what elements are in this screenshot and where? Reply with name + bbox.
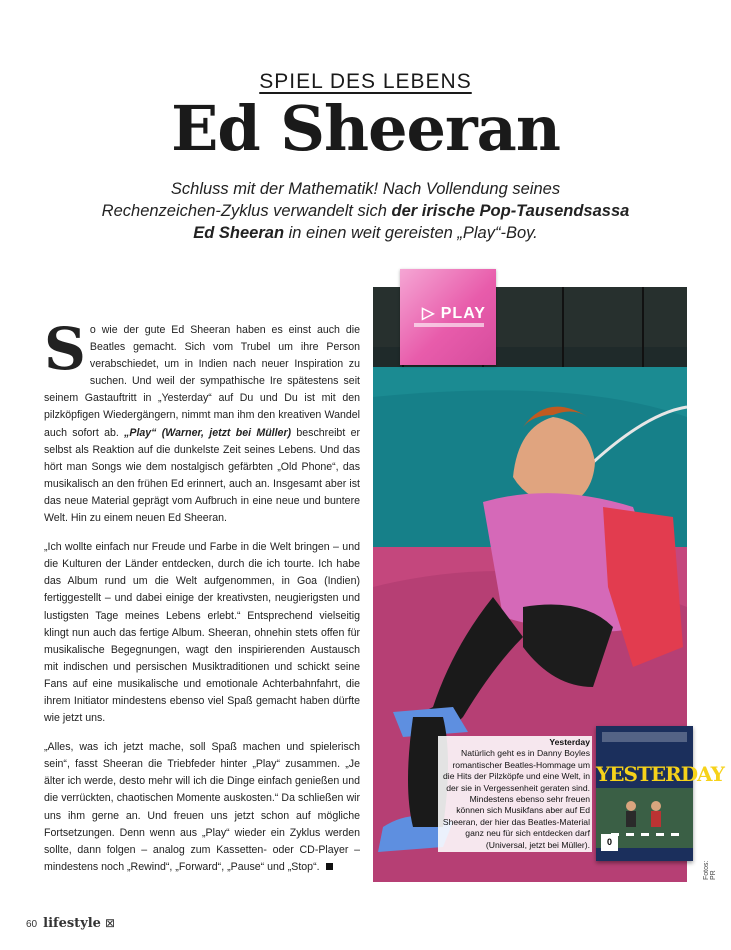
product-reference: „Play“ (Warner, jetzt bei Müller) [124, 426, 292, 439]
intro-line-2: Rechenzeichen-Zyklus verwandelt sich [101, 202, 392, 220]
intro-bold-2: Ed Sheeran [193, 224, 285, 242]
caption-text: Natürlich geht es in Danny Boyles romantischer Beatles-Hommage um die Hits der Pilzköpfe und eine Welt, in der sie in Vergessenheit geraten sind. Mindestens ebenso sehr freuen können sich Musikfans aber auf Ed Sheeran, der hier das Beatles-Material ganz neu für sich entdecken darf (Universal, jetzt bei Müller). [442, 748, 590, 850]
dropcap: S [44, 315, 86, 383]
caption-title: Yesterday [549, 737, 590, 747]
brand-mark-icon: ⊠ [104, 916, 116, 930]
paragraph-3-text: „Alles, was ich jetzt mache, soll Spaß machen und spielerisch sein“, fasst Sheeran die Triebfeder hinter „Play“ zusammen. „Je älter ich werde, desto mehr will ich die Dinge einfach genießen und die verrückten, chaotischen Momente auskosten.“ Da schließen wir uns ihm gerne an. Und freuen uns jetzt schon auf mögliche Fortsetzungen. Denn wenn aus „Play“ wieder ein Zyklus werden sollte, dann folgen – analog zum Kassetten- oder CD-Player – mindestens noch „Rewind“, „Forward“, „Pause“ und „Stop“. [44, 741, 360, 873]
dvd-tagline-bar [602, 732, 687, 742]
body-text [44, 315, 360, 888]
album-cover [400, 269, 496, 365]
paragraph-2: „Ich wollte einfach nur Freude und Farbe in die Welt bringen – und die Kulturen der Länder entdecken, durch die ich tourte. Ich habe das Album rund um die Welt aufgenommen, in Goa (Indien) fertiggestellt – und dabei einige der kreativsten, neugierigsten und lustigsten Tage meines Lebens erlebt.“ Entsprechend vielseitig klingt nun auch das fertige Album. Sheeran, ohnehin stets offen für musikalische Begegnungen, wagt den inspirierenden Austausch mit indischen und persischen Musiktraditionen und schickt seine Fans auf eine musikalische und emotionale Achterbahnfahrt, die ihrem Initiator mindestens ebenso viel Spaß gemacht haben dürfte wie jetzt uns. [44, 541, 360, 725]
intro-line-1: Schluss mit der Mathematik! Nach Vollendung seines [170, 180, 561, 198]
page-number: 60 [26, 919, 38, 930]
article-title: Ed Sheeran [171, 92, 560, 165]
end-mark [326, 863, 333, 870]
paragraph-3 [44, 739, 360, 876]
play-logo: ▷ PLAY [422, 305, 486, 322]
fsk-rating-badge: 0 [601, 834, 618, 851]
photo-caption [438, 736, 592, 852]
page-footer [26, 916, 115, 931]
intro-bold-1: der irische Pop-Tausendsassa [391, 202, 630, 220]
kicker: SPIEL DES LEBENS [259, 70, 472, 93]
intro-line-3: in einen weit gereisten „Play“-Boy. [284, 224, 538, 242]
dvd-cover [596, 726, 724, 861]
album-subtitle-bar [414, 323, 484, 327]
photo-credit: Fotos: PR [703, 860, 717, 880]
dvd-title: YESTERDAY [596, 762, 724, 786]
intro-text [80, 178, 651, 244]
paragraph-1-a: o wie der gute Ed Sheeran haben es einst auch die Beatles gemacht. Sich vom Trubel um ihre Person verabschiedet, um in Indien nach neuer Inspiration zu suchen. Und weil der sympathische Ire spätestens seit seinem Gastauftritt in „Yesterday“ auf Du und Du ist mit den pilzköpfigen Wiedergängern, nimmt man ihm den kreativen Wandel auch sofort ab. [44, 324, 360, 439]
magazine-brand: lifestyle [43, 916, 101, 931]
paragraph-1 [44, 315, 360, 527]
paragraph-1-b: beschreibt er selbst als Reaktion auf die dunkelste Zeit seines Lebens. Und das hört man Songs wie dem nostalgisch gefärbten „Old Phone“, das musikalisch an den frühen Ed erinnert, auch an. Insgesamt aber ist das neue Material geprägt vom Aufbruch in eine neue und buntere Welt. Hin zu einem neuen Ed Sheeran. [44, 426, 360, 525]
